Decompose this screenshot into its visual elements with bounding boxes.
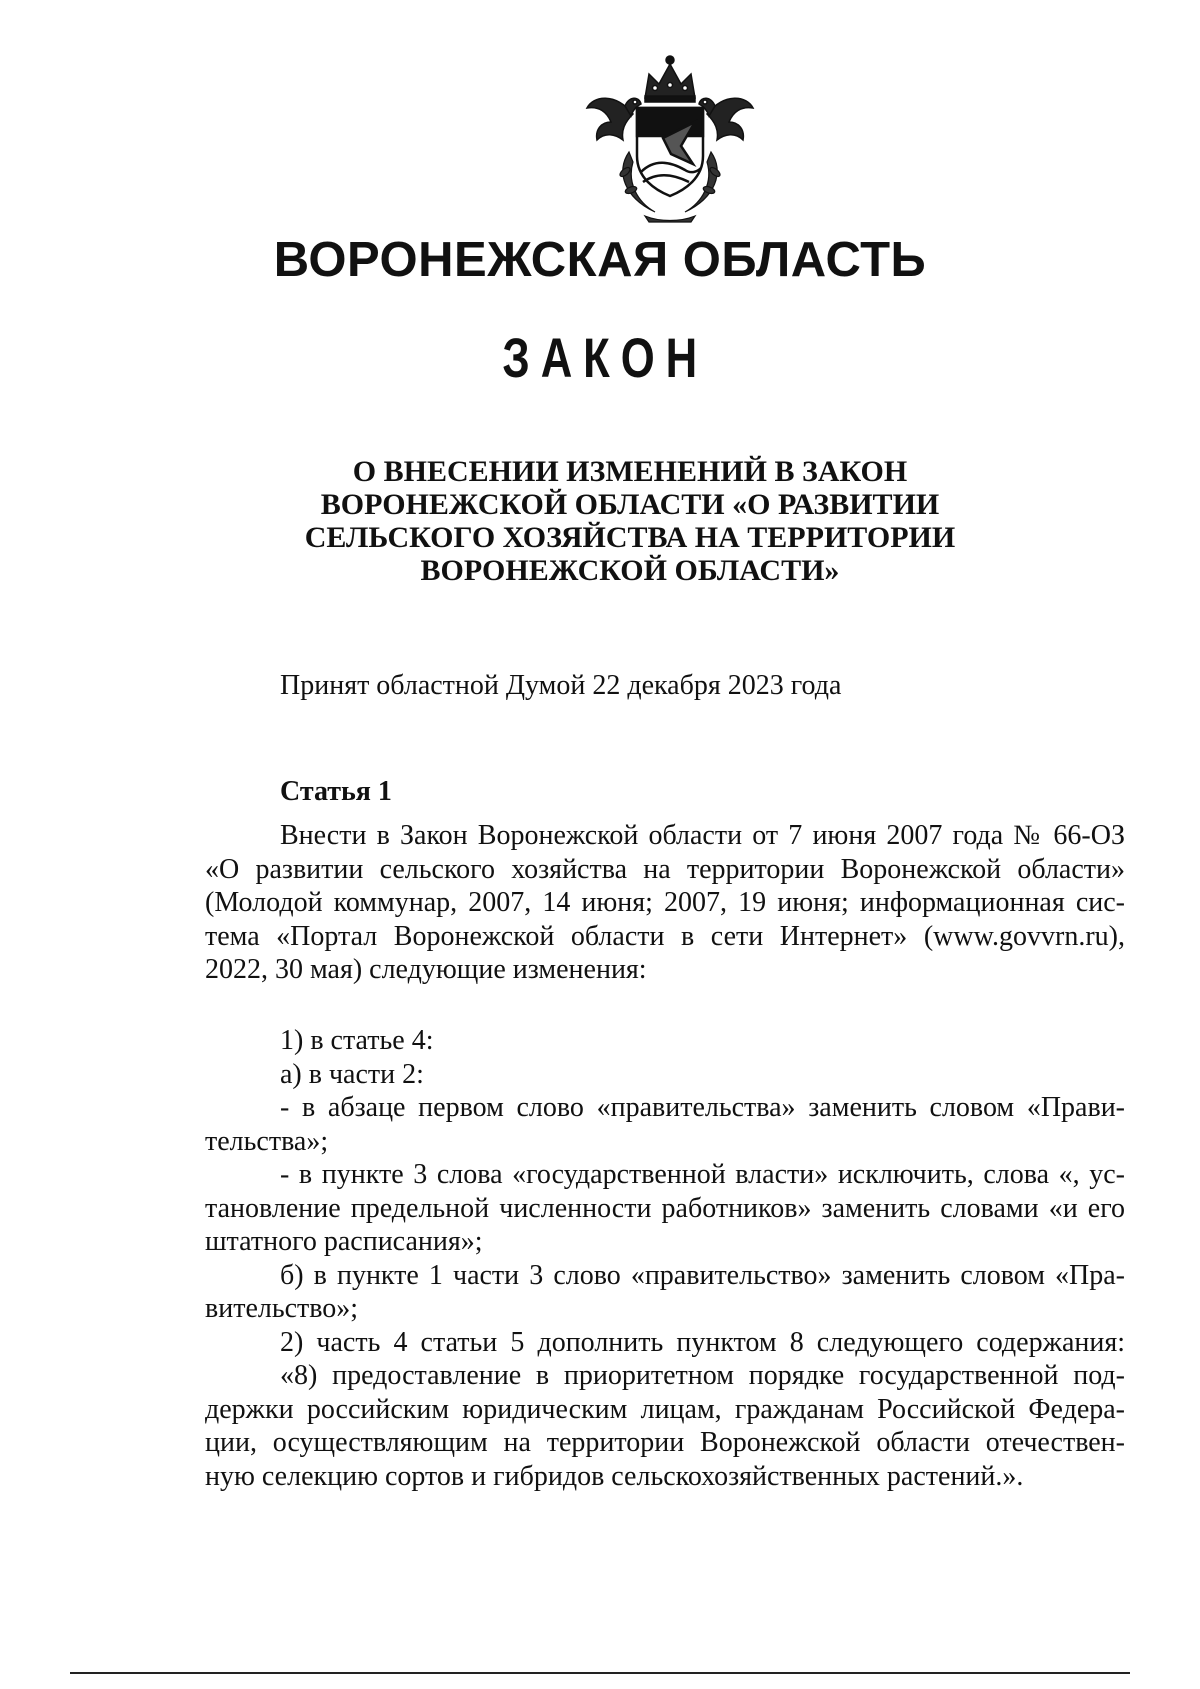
text-line: держки российским юридическим лицам, гражданам Российской Федера- — [205, 1393, 1125, 1425]
law-title-line: ВОРОНЕЖСКОЙ ОБЛАСТИ» — [420, 554, 840, 587]
law-title-line: СЕЛЬСКОГО ХОЗЯЙСТВА НА ТЕРРИТОРИИ — [304, 521, 956, 554]
text-line: 2022, 30 мая) следующие изменения: — [205, 954, 647, 985]
text-line: «8) предоставление в приоритетном порядке государственной под- — [280, 1360, 1125, 1391]
article-changes — [205, 1024, 1125, 1493]
text-line: ции, осуществляющим на территории Воронежской области отечествен- — [205, 1427, 1125, 1458]
text-line: вительство»; — [205, 1293, 359, 1324]
footer-divider — [70, 1672, 1130, 1674]
text-line: тельства»; — [205, 1125, 329, 1157]
voronezh-coat-of-arms-icon — [585, 52, 755, 224]
document-type: ЗАКОН — [502, 326, 709, 389]
law-title — [300, 455, 960, 587]
text-line: ную селекцию сортов и гибридов сельскохозяйственных растений.». — [205, 1460, 1024, 1492]
law-title-line: ВОРОНЕЖСКОЙ ОБЛАСТИ «О РАЗВИТИИ — [320, 488, 940, 521]
article-heading: Статья 1 — [280, 776, 392, 807]
text-line: тановление предельной численности работников» заменить словами «и его — [205, 1192, 1125, 1224]
text-line: а) в части 2: — [280, 1058, 424, 1090]
adoption-date: Принят областной Думой 22 декабря 2023 года — [280, 670, 842, 701]
text-line: «О развитии сельского хозяйства на территории Воронежской области» — [205, 853, 1125, 885]
text-line: б) в пункте 1 части 3 слово «правительство» заменить словом «Пра- — [280, 1259, 1125, 1291]
text-line: - в пункте 3 слова «государственной власти» исключить, слова «, ус- — [280, 1159, 1125, 1190]
text-line: (Молодой коммунар, 2007, 14 июня; 2007, 19 июня; информационная сис- — [205, 887, 1125, 918]
text-line: штатного расписания»; — [205, 1226, 483, 1257]
text-line: 2) часть 4 статьи 5 дополнить пунктом 8 следующего содержания: — [280, 1326, 1125, 1358]
law-title-line: О ВНЕСЕНИИ ИЗМЕНЕНИЙ В ЗАКОН — [352, 455, 908, 488]
text-line: тема «Портал Воронежской области в сети Интернет» (www.govvrn.ru), — [205, 920, 1125, 952]
text-line: 1) в статье 4: — [280, 1025, 434, 1056]
text-line: - в абзаце первом слово «правительства» заменить словом «Прави- — [280, 1092, 1125, 1123]
article-intro — [205, 819, 1125, 987]
region-title: ВОРОНЕЖСКАЯ ОБЛАСТЬ — [273, 233, 927, 287]
text-line: Внести в Закон Воронежской области от 7 июня 2007 года № 66-ОЗ — [280, 820, 1125, 851]
